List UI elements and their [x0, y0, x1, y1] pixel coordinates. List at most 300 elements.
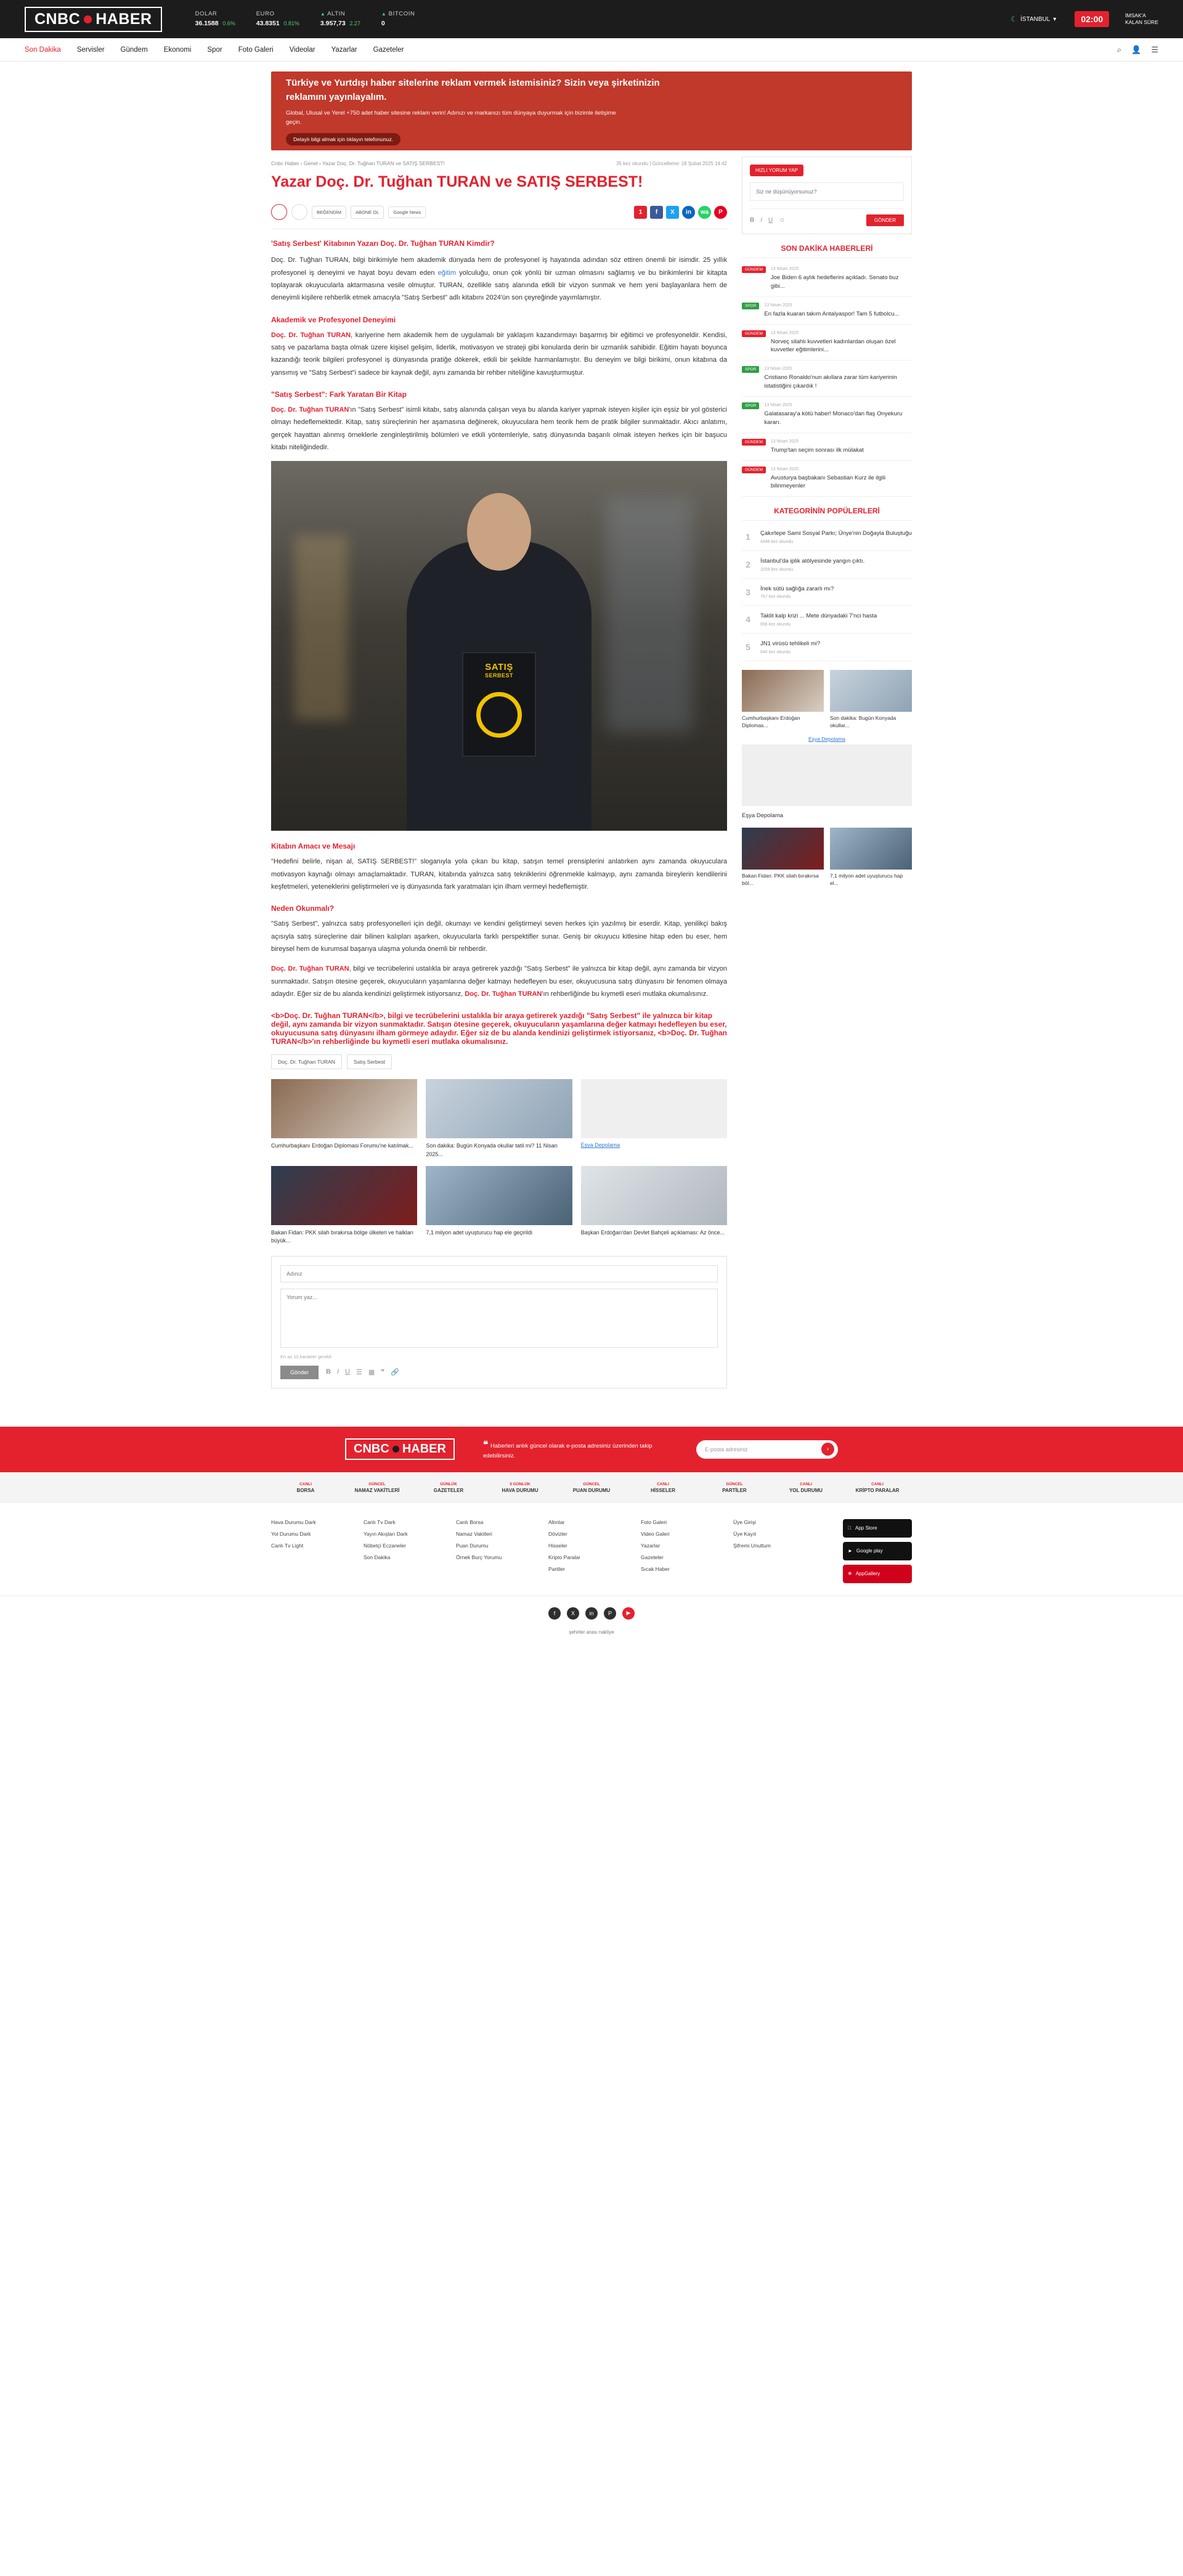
- nav-item-foto-galeri[interactable]: Foto Galeri: [238, 46, 274, 54]
- chevron-down-icon: ▾: [1053, 15, 1057, 23]
- footer-link[interactable]: Puan Durumu: [456, 1542, 489, 1549]
- sidebar-card[interactable]: [742, 828, 824, 887]
- ad-banner[interactable]: [271, 71, 912, 150]
- nav-item-videolar[interactable]: Videolar: [289, 46, 315, 54]
- article-lede: 'Satış Serbest' Kitabının Yazarı Doç. Dr. Tuğhan TURAN Kimdir?: [271, 239, 495, 248]
- popular-text-wrap: [760, 640, 820, 654]
- news-badge: GÜNDEM: [742, 467, 766, 473]
- footer-service-hisseler[interactable]: [635, 1482, 691, 1493]
- service-label: 5 GÜNLÜK: [510, 1482, 531, 1486]
- news-badge: GÜNDEM: [742, 330, 766, 337]
- google-play-badge[interactable]: [843, 1542, 912, 1560]
- breaking-news-item[interactable]: [742, 325, 912, 361]
- footer-link[interactable]: Partiler: [548, 1565, 565, 1572]
- photo-person-head: [467, 493, 531, 571]
- huawei-icon: ❄: [848, 1571, 852, 1577]
- footer-link[interactable]: Canlı Tv Light: [271, 1542, 304, 1549]
- ticker-label-text: ALTIN: [327, 10, 346, 17]
- sidebar-card[interactable]: [830, 670, 912, 730]
- user-icon[interactable]: 👤: [1131, 44, 1142, 54]
- footer-logo-secondary: HABER: [402, 1442, 446, 1456]
- related-caption: Bakan Fidan: PKK silah bırakırsa bölge ülkeleri ve halkları büyük...: [271, 1229, 414, 1244]
- book-title: SATIŞ: [485, 662, 513, 673]
- like-button[interactable]: BEĞENDİM: [312, 206, 346, 219]
- quick-comment-send-button[interactable]: GÖNDER: [866, 214, 904, 226]
- ticker-label: EURO: [256, 10, 275, 17]
- youtube-icon[interactable]: ▶: [622, 1607, 635, 1620]
- imsak-line2: KALAN SÜRE: [1125, 19, 1158, 25]
- sidebar-card-thumb: [742, 828, 824, 870]
- footer-link[interactable]: Video Galeri: [641, 1530, 670, 1537]
- footer-link[interactable]: Yayın Akışları Dark: [364, 1530, 408, 1537]
- news-title: En fazla kuaran takım Antalyaspor! Tam 5 futbolcu...: [764, 310, 900, 317]
- footer-link[interactable]: Canlı Borsa: [456, 1518, 484, 1525]
- emoji-icon[interactable]: ☺: [779, 217, 786, 224]
- popular-count: 640 kez okundu: [760, 650, 791, 654]
- footer-service-hava[interactable]: [492, 1482, 548, 1493]
- footer-link[interactable]: Namaz Vakitleri: [456, 1530, 492, 1537]
- popular-title: İstanbul'da iplik atölyesinde yangın çıktı.: [760, 557, 865, 565]
- breaking-news-item[interactable]: [742, 433, 912, 461]
- share-pinterest-icon[interactable]: P: [714, 206, 727, 219]
- ad-headline: Türkiye ve Yurtdışı haber sitelerine reklam vermek istemisiniz? Sizin veya şirketinizin reklamını yayınlayalım.: [286, 78, 660, 102]
- popular-text-wrap: [760, 612, 877, 627]
- logo-text-secondary: HABER: [96, 10, 152, 28]
- search-icon[interactable]: ⌕: [1116, 44, 1122, 54]
- sidebar-card-caption: Cumhurbaşkanı Erdoğan Diplomas...: [742, 715, 800, 728]
- app-store-label: App Store: [852, 1525, 874, 1531]
- share-row: [271, 200, 727, 229]
- reaction-like-icon[interactable]: [271, 204, 287, 220]
- footer-link[interactable]: Nöbetçi Eczaneler: [364, 1542, 406, 1549]
- popular-heading: KATEGORİNİN POPÜLERLERİ: [742, 497, 912, 521]
- comment-form: [271, 1256, 727, 1388]
- ticker-item-euro[interactable]: [256, 10, 299, 28]
- site-logo[interactable]: [25, 7, 162, 32]
- footer-column-6: [733, 1519, 801, 1583]
- city-selector[interactable]: [1010, 15, 1056, 23]
- list-icon[interactable]: ☰: [356, 1369, 362, 1377]
- city-label: İSTANBUL: [1020, 15, 1051, 23]
- paragraph-text-1: Doç. Dr. Tuğhan TURAN, bilgi birikimiyle hem akademik dünyada hem de profesyonel iş hayatında adından söz ettiren önemli bir isimdir. 25 yıllık profesyonel iş deneyimi ve hayat boyu devam eden: [271, 256, 727, 277]
- nav-icons: [1117, 45, 1158, 55]
- popular-title: JN1 virüsü tehlikeli mi?: [760, 640, 821, 648]
- comment-form-footer: [280, 1366, 718, 1379]
- article-paragraph: Doç. Dr. Tuğhan TURAN'ın "Satış Serbest" isimli kitabı, satış alanında çalışan veya bu alanda kariyer yapmak isteyen kişiler için eşsiz bir yol gösterici olmayı hedeflemektedir. Kitap, satış süreçlerinin her aşamasına değinerek, okuyuculara hem teorik hem de pratik bilgiler sunmaktadır. Akıcı anlatımı, gerçek hayattan alınmış örneklerle zenginleştirilmiş bölümleri ve etkili yöntemleriyle, satış dünyasında başarılı olmak isteyen herkes için bir başucu kitabı niteliğindedir.: [271, 406, 727, 452]
- footer-link[interactable]: Hisseler: [548, 1542, 567, 1549]
- related-caption: Başkan Erdoğan'dan Devlet Bahçeli açıklaması: Az önce...: [580, 1229, 725, 1236]
- tag-book[interactable]: Satış Serbest: [347, 1054, 392, 1069]
- main-nav: [0, 38, 1183, 62]
- arrow-up-icon: ▲: [381, 10, 387, 17]
- sidebar-card[interactable]: [742, 670, 824, 730]
- footer-link[interactable]: Dövizler: [548, 1530, 567, 1537]
- quick-comment-input[interactable]: [750, 182, 904, 201]
- article-tags: [271, 1054, 727, 1069]
- service-name: PARTİLER: [722, 1487, 747, 1493]
- news-date: 13 Nisan 2025: [770, 330, 799, 335]
- pinterest-icon[interactable]: P: [604, 1607, 616, 1620]
- photo-light-right: [606, 498, 693, 732]
- footer-main: [0, 1503, 1183, 1596]
- service-label: GÜNCEL: [726, 1482, 743, 1486]
- service-name: PUAN DURUMU: [572, 1487, 611, 1493]
- sidebar-ad-title: Eşya Depolama: [742, 812, 784, 819]
- news-title: Galatasaray'a kötü haber! Monaco'dan flaş Onyekuru kararı.: [764, 410, 903, 426]
- news-title: Trump'tan seçim sonrası ilk mülakat: [770, 446, 864, 454]
- footer-link[interactable]: Şifremi Unuttum: [733, 1542, 771, 1549]
- footer-link[interactable]: Yazarlar: [641, 1542, 661, 1549]
- footer-link[interactable]: Sıcak Haber: [641, 1565, 670, 1572]
- ticker-change: 2.27: [349, 20, 360, 26]
- service-label: CANLI: [657, 1482, 669, 1486]
- related-ad-link[interactable]: Eşya Depolama: [580, 1142, 620, 1149]
- breaking-news-item[interactable]: [742, 297, 912, 325]
- section-heading-fark-yaratan: "Satış Serbest": Fark Yaratan Bir Kitap: [271, 390, 407, 399]
- ticker-label: DOLAR: [195, 10, 217, 17]
- news-text-wrap: [764, 303, 899, 319]
- article-hero-image: [271, 461, 727, 831]
- news-title: Avusturya başbakanı Sebastian Kurz ile ilgili bilinmeyenler: [770, 474, 886, 490]
- sidebar-card-thumb: [742, 670, 824, 712]
- related-card[interactable]: [581, 1166, 727, 1245]
- article-meta: 35 kez okundu | Güncelleme: 18 Şubat 2025 14:42: [616, 160, 727, 166]
- service-label: CANLI: [800, 1482, 812, 1486]
- ticker-item-altin[interactable]: [320, 10, 360, 28]
- nav-item-ekonomi[interactable]: Ekonomi: [163, 46, 192, 54]
- breadcrumb-row: [271, 157, 727, 168]
- comment-text-input[interactable]: [280, 1289, 718, 1348]
- article-column: [271, 157, 727, 1404]
- logo-text-primary: CNBC: [35, 10, 81, 28]
- news-badge: GÜNDEM: [742, 439, 766, 446]
- news-text-wrap: [771, 439, 864, 455]
- popular-rank: 1: [746, 532, 750, 542]
- news-text-wrap: [771, 467, 912, 491]
- app-store-badges: [843, 1519, 912, 1583]
- menu-icon[interactable]: ☰: [1151, 44, 1158, 54]
- linkedin-icon[interactable]: in: [585, 1607, 598, 1620]
- footer-service-borsa[interactable]: [278, 1482, 333, 1493]
- footer-service-gazeteler[interactable]: [421, 1482, 476, 1493]
- nav-item-son-dakika[interactable]: Son Dakika: [25, 46, 61, 54]
- popular-rank: 4: [746, 614, 750, 625]
- author-name-bold: Doç. Dr. Tuğhan TURAN: [271, 965, 349, 973]
- book-cover: [462, 652, 536, 757]
- footer-service-namaz[interactable]: [349, 1482, 405, 1493]
- app-store-badge[interactable]: [843, 1519, 912, 1538]
- twitter-icon[interactable]: X: [567, 1607, 579, 1620]
- quote-icon[interactable]: ❞: [381, 1369, 385, 1377]
- facebook-icon[interactable]: f: [548, 1607, 561, 1620]
- popular-count: 4346 kez okundu: [760, 539, 794, 544]
- main-container: [271, 157, 912, 1404]
- top-bar: [0, 0, 1183, 38]
- link-icon[interactable]: 🔗: [391, 1369, 399, 1377]
- nav-item-yazarlar[interactable]: Yazarlar: [331, 46, 357, 54]
- bold-icon[interactable]: B: [750, 217, 755, 224]
- popular-title: İnek sütü sağlığa zararlı mı?: [760, 585, 834, 592]
- footer-link[interactable]: Kripto Paralar: [548, 1554, 580, 1560]
- related-thumb: [426, 1079, 572, 1138]
- author-name-bold: Doç. Dr. Tuğhan TURAN: [271, 406, 349, 414]
- photo-light-left: [295, 535, 348, 720]
- sidebar-cards-top: [742, 670, 912, 730]
- related-caption: Son dakika: Bugün Konyada okullar tatil mi? 11 Nisan 2025...: [426, 1143, 558, 1157]
- subscribe-button[interactable]: ABONE OL: [351, 206, 384, 219]
- nav-item-gundem[interactable]: Gündem: [120, 46, 148, 54]
- newsletter-submit-icon[interactable]: ›: [821, 1443, 834, 1456]
- author-name-bold-2: Doç. Dr. Tuğhan TURAN: [465, 990, 542, 998]
- breaking-news-item[interactable]: [742, 461, 912, 497]
- logo-dot-icon: [84, 15, 92, 23]
- share-facebook-icon[interactable]: f: [650, 206, 663, 219]
- arrow-up-icon: ▲: [320, 10, 326, 17]
- service-name: KRİPTO PARALAR: [855, 1487, 900, 1493]
- quick-comment-badge[interactable]: HIZLI YORUM YAP: [750, 165, 803, 176]
- google-play-label: Google play: [856, 1548, 883, 1554]
- news-text-wrap: [771, 330, 912, 355]
- popular-text-wrap: [760, 585, 834, 600]
- play-icon: ►: [848, 1548, 853, 1554]
- comment-hint: En az 10 karakter gerekli: [280, 1353, 331, 1359]
- underline-icon[interactable]: U: [345, 1368, 350, 1376]
- related-card-ad[interactable]: [581, 1079, 727, 1158]
- social-share-buttons: [634, 206, 727, 219]
- news-badge: SPOR: [742, 402, 759, 409]
- article-body: [271, 254, 727, 454]
- tag-author[interactable]: Doç. Dr. Tuğhan TURAN: [271, 1054, 342, 1069]
- ad-subtext: Global, Ulusal ve Yerel +750 adet haber sitesine reklam verin! Adınızı ve markanızı tüm dünyaya duyurmak için bizimle iletişime geçin.: [286, 110, 616, 126]
- sidebar-card-caption: 7,1 milyon adet uyuşturucu hap el...: [830, 872, 903, 886]
- popular-count: 767 kez okundu: [760, 595, 791, 600]
- reaction-extra-icon[interactable]: [291, 204, 307, 220]
- related-thumb: [581, 1166, 727, 1225]
- breadcrumb[interactable]: Cnbc Haber › Genel › Yazar Doç. Dr. Tuğhan TURAN ve SATIŞ SERBEST!: [271, 160, 445, 166]
- share-count-badge: 1: [634, 206, 647, 219]
- quote-icon: ❝: [482, 1439, 489, 1450]
- news-date: 13 Nisan 2025: [764, 402, 792, 407]
- ticker-label: [320, 10, 360, 18]
- breaking-news-item[interactable]: [742, 397, 912, 433]
- appgallery-label: AppGallery: [855, 1571, 880, 1577]
- sidebar-card[interactable]: [830, 828, 912, 887]
- service-name: BORSA: [296, 1487, 315, 1493]
- service-name: NAMAZ VAKİTLERİ: [354, 1487, 400, 1493]
- news-badge: GÜNDEM: [742, 266, 766, 273]
- underline-icon[interactable]: U: [768, 217, 773, 224]
- bottom-note[interactable]: şehirler arası nakliye: [569, 1629, 614, 1635]
- ticker-label-text: BITCOIN: [388, 10, 415, 17]
- news-date: 13 Nisan 2025: [764, 367, 792, 372]
- nav-item-spor[interactable]: Spor: [207, 46, 222, 54]
- google-news-button[interactable]: Google News: [388, 206, 426, 218]
- footer-link[interactable]: Gazeteler: [641, 1554, 664, 1560]
- popular-item[interactable]: [742, 579, 912, 606]
- social-links-row: [0, 1596, 1183, 1624]
- footer-link[interactable]: Hava Durumu Dark: [271, 1518, 316, 1525]
- popular-rank: 2: [746, 559, 750, 569]
- footer-column-2: [364, 1519, 431, 1583]
- news-text-wrap: [764, 402, 912, 427]
- market-ticker: [195, 10, 415, 28]
- popular-count: 656 kez okundu: [760, 622, 791, 627]
- newsletter-placeholder: E-posta adresiniz: [704, 1446, 748, 1453]
- quick-comment-toolbar: [750, 208, 904, 226]
- huawei-appgallery-badge[interactable]: [843, 1565, 912, 1583]
- quick-comment-box: [742, 157, 912, 234]
- related-caption: Cumhurbaşkanı Erdoğan Diplomasi Forumu'ne katılmak...: [271, 1143, 413, 1149]
- footer-link[interactable]: Örnek Burç Yorumu: [456, 1554, 502, 1560]
- related-news-grid: [271, 1079, 727, 1244]
- newsletter-text-wrap: [483, 1438, 668, 1461]
- service-label: CANLI: [299, 1482, 312, 1486]
- sidebar-card-thumb: [830, 828, 912, 870]
- related-card[interactable]: [271, 1079, 417, 1158]
- news-date: 13 Nisan 2025: [770, 439, 799, 444]
- ad-cta-button[interactable]: Detaylı bilgi almak için tıklayın telefonunuz.: [286, 133, 400, 145]
- news-badge: SPOR: [742, 366, 759, 373]
- comment-send-button[interactable]: Gönder: [280, 1366, 319, 1379]
- prayer-clock: 02:00: [1075, 11, 1109, 27]
- related-card[interactable]: [426, 1079, 572, 1158]
- popular-title: Çakırtepe Sami Sosyal Parkı; Ünye'nin Doğayla Buluştuğu: [760, 530, 912, 537]
- sidebar-ad-placeholder[interactable]: [742, 744, 912, 806]
- book-subtitle: SERBEST: [484, 672, 513, 679]
- comment-format-toolbar: [326, 1368, 399, 1376]
- footer-column-3: [456, 1519, 524, 1583]
- sidebar: [742, 157, 912, 887]
- footer-services: [0, 1472, 1183, 1503]
- nav-item-gazeteler[interactable]: Gazeteler: [373, 46, 404, 54]
- italic-icon[interactable]: I: [336, 1368, 339, 1376]
- article-paragraph: [271, 254, 727, 304]
- related-card[interactable]: [271, 1166, 417, 1245]
- news-date: 13 Nisan 2025: [764, 303, 792, 308]
- sidebar-card-thumb: [830, 670, 912, 712]
- related-thumb-placeholder: [581, 1079, 727, 1138]
- article-body-after: [271, 842, 727, 1046]
- service-label: GÜNCEL: [368, 1482, 386, 1486]
- sidebar-cards-bottom: [742, 828, 912, 887]
- related-caption: 7,1 milyon adet uyuşturucu hap ele geçirildi: [426, 1229, 532, 1236]
- footer-service-kripto[interactable]: [850, 1482, 905, 1493]
- imsak-line1: İMSAK'A: [1125, 12, 1146, 18]
- newsletter-bar: [0, 1427, 1183, 1472]
- breaking-news-item[interactable]: [742, 361, 912, 397]
- footer-link[interactable]: Foto Galeri: [641, 1518, 667, 1525]
- section-heading-neden: Neden Okunmalı?: [271, 904, 335, 913]
- service-label: GÜNLÜK: [440, 1482, 457, 1486]
- service-name: HAVA DURUMU: [502, 1487, 539, 1493]
- page-title: Yazar Doç. Dr. Tuğhan TURAN ve SATIŞ SERBEST!: [271, 173, 643, 190]
- footer-link[interactable]: Altınlar: [548, 1518, 565, 1525]
- paragraph-text-2: yolculuğu, onun çok yönlü bir uzman olmasını sağlamış ve bu birikimlerini bir kitapta toplayarak okuyucularla aktarmasına vesile olmuştur. TURAN, özellikle satış alanında etkili bir vizyon sunmak ve hem yeni başlayanlara hem de deneyimli kişilere rehberlik etmek amacıyla "Satış Serbest" adlı kitabını 2024'ün son çeyreğinde yayımlamıştır.: [271, 269, 727, 302]
- popular-item[interactable]: [742, 606, 912, 634]
- share-linkedin-icon[interactable]: in: [682, 206, 695, 219]
- popular-count: 3259 kez okundu: [760, 567, 794, 572]
- share-whatsapp-icon[interactable]: wa: [698, 206, 711, 219]
- service-label: CANLI: [871, 1482, 884, 1486]
- footer-logo-dot-icon: [392, 1446, 399, 1453]
- popular-item[interactable]: [742, 523, 912, 551]
- news-title: Norveç silahlı kuvvetleri kadınlardan oluşan özel kuvvetler eğitimlerini...: [770, 338, 896, 354]
- ticker-item-bitcoin[interactable]: [381, 10, 415, 28]
- footer-column-5: [641, 1519, 709, 1583]
- popular-title: Taklit kalp krizi ... Mete dünyadaki 7'nci hasta: [760, 613, 877, 620]
- footer-link[interactable]: Üye Kayıt: [733, 1530, 756, 1537]
- sidebar-ad-link[interactable]: Eşya Depolama: [808, 735, 845, 742]
- footer-link[interactable]: Yol Durumu Dark: [271, 1530, 311, 1537]
- footer-link[interactable]: Üye Girişi: [733, 1518, 756, 1525]
- section-heading-amac: Kitabın Amacı ve Mesajı: [271, 842, 356, 851]
- ad-banner-wrap: [0, 62, 1183, 157]
- footer-service-partiler[interactable]: [707, 1482, 762, 1493]
- popular-item[interactable]: [742, 634, 912, 661]
- footer-logo[interactable]: [345, 1438, 455, 1460]
- italic-icon[interactable]: I: [760, 217, 763, 224]
- comment-name-input[interactable]: [280, 1265, 718, 1282]
- share-twitter-icon[interactable]: X: [666, 206, 679, 219]
- ticker-value: 0: [381, 19, 385, 27]
- align-icon[interactable]: ▦: [368, 1369, 375, 1377]
- news-text-wrap: [771, 266, 912, 291]
- moon-icon: ☾: [1010, 15, 1018, 23]
- service-name: GAZETELER: [433, 1487, 464, 1493]
- article-paragraph: "Hedefini belirle, nişan al, SATIŞ SERBEST!" sloganıyla yola çıkan bu kitap, satışın temel prensiplerini anlatırken aynı zamanda okuyuculara motivasyon kaynağı olmayı amaçlamaktadır. TURAN, kitabında yalnızca satış tekniklerini öğrenmekle kalmayıp, aynı zamanda bireylerin kendilerini keşfetmeleri, yeteneklerini geliştirmeleri ve iş dünyasında fark yaratmaları için ilham vermeyi hedeflemiştir.: [271, 858, 727, 891]
- news-badge: SPOR: [742, 303, 759, 309]
- footer-link[interactable]: Canlı Tv Dark: [364, 1518, 396, 1525]
- popular-text-wrap: [760, 557, 864, 572]
- newsletter-text: Haberleri anlık güncel olarak e-posta adresiniz üzerinden takip edebilirsiniz.: [482, 1442, 652, 1459]
- sidebar-card-caption: Son dakika: Bugün Konyada okullar...: [830, 715, 896, 728]
- popular-rank: 5: [746, 642, 750, 653]
- news-date: 13 Nisan 2025: [770, 267, 799, 271]
- service-label: GÜNCEL: [583, 1482, 600, 1486]
- footer-column-1: [271, 1519, 339, 1583]
- footer-service-yol[interactable]: [778, 1482, 834, 1493]
- footer-column-4: [548, 1519, 616, 1583]
- popular-item[interactable]: [742, 551, 912, 579]
- inline-link-egitim[interactable]: eğitim: [437, 269, 457, 277]
- nav-item-servisler[interactable]: Servisler: [76, 46, 105, 54]
- news-date: 13 Nisan 2025: [770, 467, 799, 471]
- service-name: YOL DURUMU: [789, 1487, 823, 1493]
- breaking-news-item[interactable]: [742, 261, 912, 297]
- ticker-change: 0.6%: [222, 20, 235, 26]
- bold-icon[interactable]: B: [326, 1368, 331, 1376]
- newsletter-input-wrap[interactable]: [696, 1440, 838, 1459]
- related-thumb: [426, 1166, 572, 1225]
- imsak-label: [1125, 12, 1158, 26]
- breaking-news-heading: SON DAKİKA HABERLERİ: [742, 234, 912, 258]
- related-card[interactable]: [426, 1166, 572, 1245]
- article-paragraph: Doç. Dr. Tuğhan TURAN, bilgi ve tecrübelerini ustalıkla bir araya getirerek yazdığı "Satış Serbest" ile yalnızca bir kitap değil, aynı zamanda bir vizyon sunmaktadır. Satışın ötesine geçerek, okuyucuların yaşamlarına değer katmayı hedefleyen bu eser, okuyucusuna satış dünyasını bir fenomen olmaya adaydır. Eğer siz de bu alanda kendinizi geliştirmek istiyorsanız, Doç. Dr. Tuğhan TURAN'ın rehberliğinde bu kıymetli eseri mutlaka okumalısınız.: [271, 965, 727, 998]
- article-paragraph: Doç. Dr. Tuğhan TURAN, kariyerine hem akademik hem de uygulamalı bir yaklaşım kazandırmayı başarmış bir eğitimci ve profesyoneldir. Kendisi, satış ve pazarlama başta olmak üzere kişisel gelişim, liderlik, motivasyon ve strateji gibi konularda derin bir uzmanlık sahibidir. Eğitim hayatı boyunca kazandığı teorik bilgileri profesyonel iş dünyasında pratiğe dökerek, etkili bir şekilde harmanlamıştır. Bu deneyim ve bilgi birikimi, onun kitabına da yansımış ve "Satış Serbest"i sadece bir kaynak değil, aynı zamanda bir rehber niteliğine kavuşturmuştur.: [271, 331, 727, 377]
- footer-service-puan[interactable]: [564, 1482, 619, 1493]
- article-paragraph: "Satış Serbest", yalnızca satış profesyonelleri için değil, okumayı ve kendini geliştirmeyi seven herkes için yazılmış bir eserdir. Kitap, yenilikçi bakış açısıyla satış süreçlerine dair bilinen kalıpları aşarken, okuyucularla farklı perspektifler sunar. Geniş bir okuyucu kitlesine hitap eden bu eser, hem bireysel hem de kurumsal başarıya ulaşma yolunda önemli bir rehberdir.: [271, 920, 727, 953]
- author-name-bold: Doç. Dr. Tuğhan TURAN: [271, 331, 351, 339]
- news-text-wrap: [764, 366, 912, 391]
- related-thumb: [271, 1166, 417, 1225]
- ticker-item-dolar[interactable]: [195, 10, 235, 28]
- sidebar-card-caption: Bakan Fidan: PKK silah bırakırsa böl...: [742, 872, 819, 886]
- popular-text-wrap: [760, 529, 912, 544]
- book-spiral-graphic: [476, 692, 522, 738]
- footer-link[interactable]: Son Dakika: [364, 1554, 391, 1560]
- service-name: HİSSELER: [650, 1487, 675, 1493]
- ticker-value: 36.1588: [195, 19, 219, 27]
